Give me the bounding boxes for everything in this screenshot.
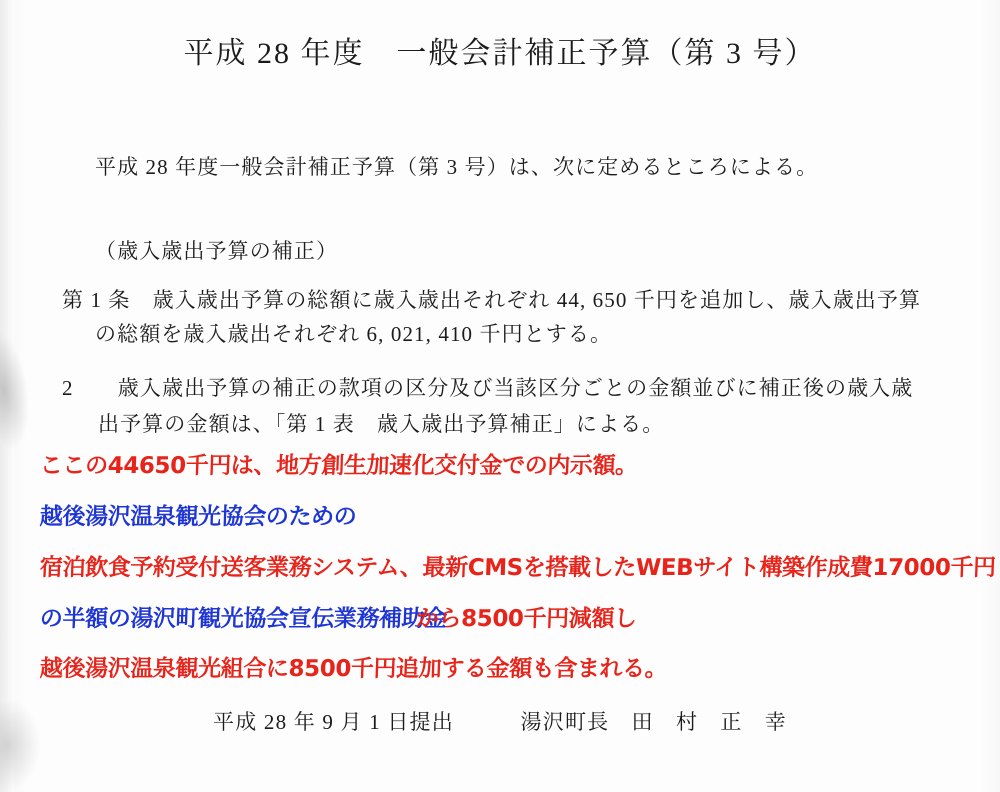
signature-line: 平成 28 年 9 月 1 日提出 湯沢町長 田 村 正 幸	[213, 710, 787, 734]
page-title: 平成 28 年度 一般会計補正予算（第 3 号）	[183, 37, 817, 70]
scan-artifact-upper	[0, 328, 36, 452]
annotation-line-2: 越後湯沢温泉観光協会のための	[39, 504, 357, 530]
annotation-line-4-red: から8500千円減額し	[415, 606, 637, 632]
annotation-line-5: 越後湯沢温泉観光組合に8500千円追加する金額も含まれる。	[39, 656, 668, 682]
article1-line1: 第 1 条 歳入歳出予算の総額に歳入歳出それぞれ 44, 650 千円を追加し、歳入歳出予算	[62, 288, 922, 312]
article1-line2: の総額を歳入歳出それぞれ 6, 021, 410 千円とする。	[95, 322, 613, 346]
article2-line1: 2 歳入歳出予算の補正の款項の区分及び当該区分ごとの金額並びに補正後の歳入歳	[62, 376, 914, 400]
article2-line2: 出予算の金額は、「第 1 表 歳入歳出予算補正」による。	[98, 412, 665, 436]
section-heading: （歳入歳出予算の補正）	[95, 239, 339, 263]
annotation-line-4-blue: の半額の湯沢町観光協会宣伝業務補助金	[39, 606, 448, 632]
annotation-line-3: 宿泊飲食予約受付送客業務システム、最新CMSを搭載したWEBサイト構築作成費17000千円	[39, 555, 997, 581]
annotation-line-1: ここの44650千円は、地方創生加速化交付金での内示額。	[39, 453, 639, 479]
lead-paragraph: 平成 28 年度一般会計補正予算（第 3 号）は、次に定めるところによる。	[95, 155, 819, 179]
